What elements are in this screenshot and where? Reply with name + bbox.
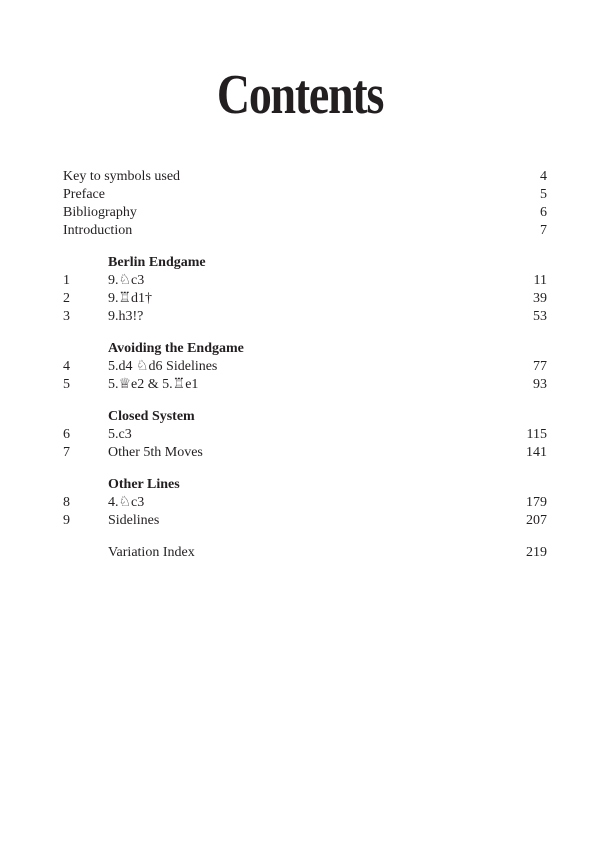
page-title: Contents [216,64,384,126]
chapter-title: 5.d4 ♘d6 Sidelines [108,359,218,374]
toc-entry-label: Preface [63,187,105,202]
toc-chapter-7 [63,444,547,462]
chapter-title: 4.♘c3 [108,495,145,510]
toc-entry-introduction [63,222,547,240]
toc-entry-page: 4 [540,169,547,184]
toc-chapter-5 [63,376,547,394]
toc-entry-label: Bibliography [63,205,137,220]
chapter-title: Sidelines [108,513,160,528]
chapter-title: Other 5th Moves [108,445,203,460]
table-of-contents [63,168,547,562]
toc-chapter-2 [63,290,547,308]
chapter-page: 115 [526,427,547,442]
toc-chapter-8 [63,494,547,512]
chapter-title: 9.h3!? [108,309,144,324]
section-heading-avoiding-the-endgame: Avoiding the Endgame [108,341,244,356]
chapter-number: 5 [63,377,70,392]
chapter-page: 207 [526,513,547,528]
chapter-page: 53 [533,309,547,324]
chapter-title: 5.c3 [108,427,132,442]
toc-chapter-1 [63,272,547,290]
section-heading-closed-system: Closed System [108,409,195,424]
chapter-title: 5.♕e2 & 5.♖e1 [108,377,199,392]
chapter-number: 6 [63,427,70,442]
chapter-page: 39 [533,291,547,306]
chapter-number: 4 [63,359,70,374]
chapter-number: 1 [63,273,70,288]
chapter-page: 77 [533,359,547,374]
section-heading-other-lines: Other Lines [108,477,180,492]
chapter-number: 9 [63,513,70,528]
chapter-title: 9.♘c3 [108,273,145,288]
toc-entry-bibliography [63,204,547,222]
toc-entry-page: 219 [526,545,547,560]
toc-entry-label: Introduction [63,223,133,238]
chapter-page: 179 [526,495,547,510]
toc-entry-label: Key to symbols used [63,169,181,184]
toc-entry-preface [63,186,547,204]
toc-chapter-9 [63,512,547,530]
chapter-number: 7 [63,445,70,460]
toc-entry-variation-index [63,544,547,562]
toc-entry-page: 5 [540,187,547,202]
toc-chapter-6 [63,426,547,444]
toc-entry-page: 6 [540,205,547,220]
toc-entry-label: Variation Index [108,545,195,560]
toc-entry-key-to-symbols [63,168,547,186]
toc-chapter-3 [63,308,547,326]
toc-entry-page: 7 [540,223,547,238]
chapter-number: 2 [63,291,70,306]
chapter-number: 8 [63,495,70,510]
spacer [63,530,547,544]
toc-chapter-4 [63,358,547,376]
chapter-page: 11 [533,273,547,288]
chapter-number: 3 [63,309,70,324]
chapter-page: 93 [533,377,547,392]
chapter-title: 9.♖d1† [108,291,153,306]
section-heading-berlin-endgame: Berlin Endgame [108,255,206,270]
chapter-page: 141 [526,445,547,460]
